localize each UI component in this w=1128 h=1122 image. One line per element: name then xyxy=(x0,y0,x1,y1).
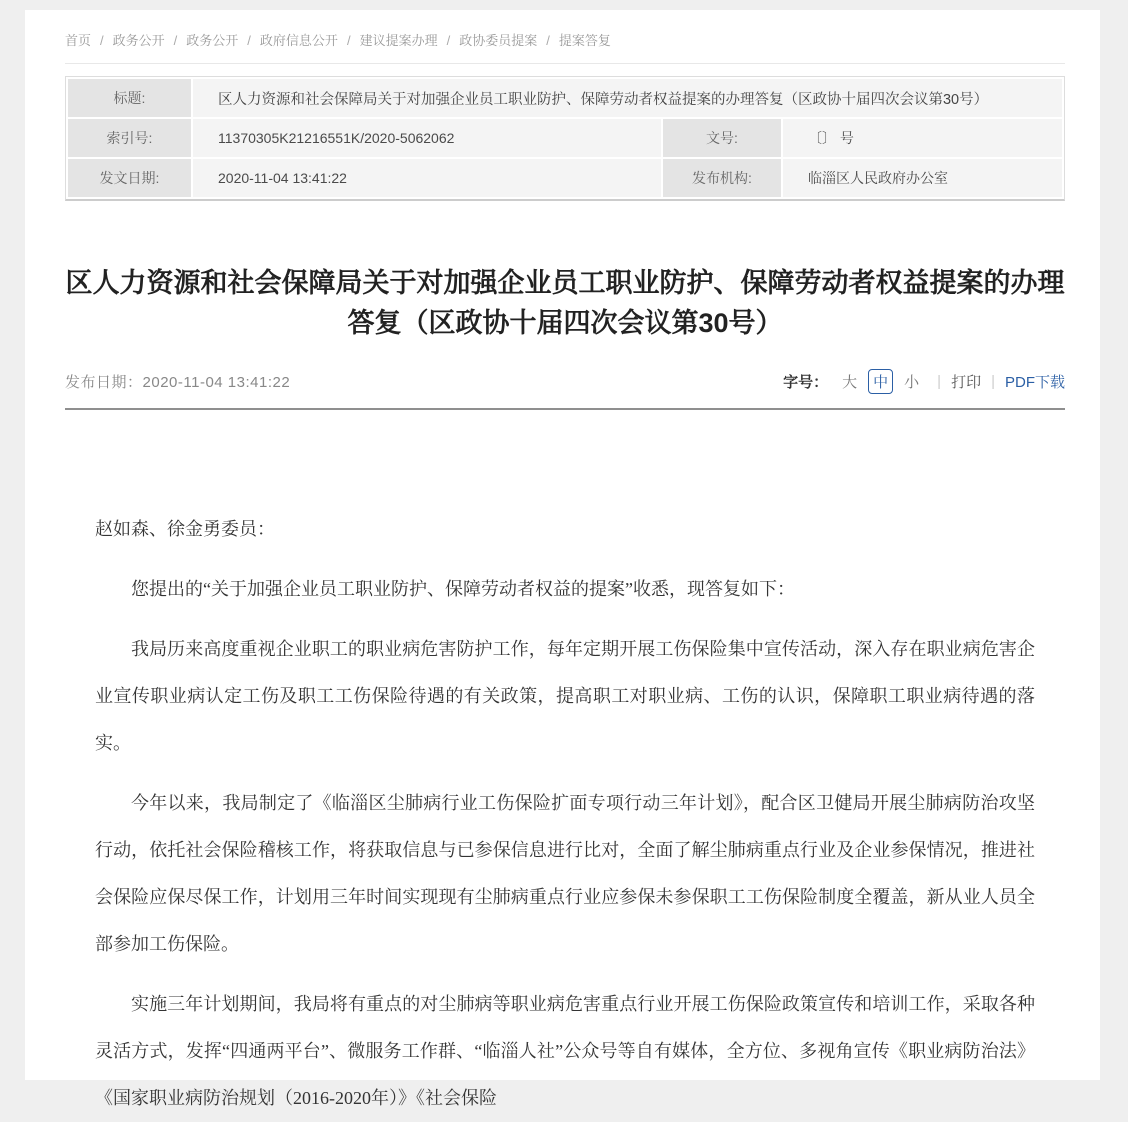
paragraph: 实施三年计划期间，我局将有重点的对尘肺病等职业病危害重点行业开展工伤保险政策宣传和培训工作，采取各种灵活方式，发挥“四通两平台”、微服务工作群、“临淄人社”公众号等自有媒体，全方位、多视角宣传《职业病防治法》《国家职业病防治规划（2016-2020年）》《社会保险 xyxy=(95,994,1035,1108)
meta-agency-value: 临淄区人民政府办公室 xyxy=(783,159,1062,197)
table-row xyxy=(68,159,1062,197)
breadcrumb-separator: / xyxy=(173,33,178,48)
breadcrumb-separator: / xyxy=(346,33,351,48)
paragraph: 今年以来，我局制定了《临淄区尘肺病行业工伤保险扩面专项行动三年计划》，配合区卫健局开展尘肺病防治攻坚行动，依托社会保险稽核工作，将获取信息与已参保信息进行比对，全面了解尘肺病重点行业及企业参保情况，推进社会保险应保尽保工作，计划用三年时间实现现有尘肺病重点行业应参保未参保职工工伤保险制度全覆盖，新从业人员全部参加工伤保险。 xyxy=(95,793,1035,954)
toolbar-divider: | xyxy=(991,373,995,390)
breadcrumb-separator: / xyxy=(247,33,251,48)
page-title: 区人力资源和社会保障局关于对加强企业员工职业防护、保障劳动者权益提案的办理答复（区政协十届四次会议第30号） xyxy=(65,268,1065,338)
breadcrumb-home[interactable]: 首页 xyxy=(65,33,92,48)
meta-title-value: 区人力资源和社会保障局关于对加强企业员工职业防护、保障劳动者权益提案的办理答复（区政协十届四次会议第30号） xyxy=(193,79,1062,117)
content-card xyxy=(25,10,1100,1108)
paragraph-salutation: 赵如森、徐金勇委员： xyxy=(95,519,275,539)
pdf-download-button[interactable]: PDF下载 xyxy=(1004,374,1065,391)
table-row xyxy=(68,119,1062,157)
meta-docno-label: 文号: xyxy=(663,119,781,157)
meta-index-value: 11370305K21216551K/2020-5062062 xyxy=(193,119,661,157)
article-body xyxy=(65,410,1065,1122)
font-size-small-button[interactable]: 小 xyxy=(904,374,920,391)
article-toolbar xyxy=(783,369,1065,394)
publish-date xyxy=(65,371,290,392)
meta-title-label: 标题: xyxy=(68,79,191,117)
breadcrumb-zhengwu-gongkai-1[interactable]: 政务公开 xyxy=(112,33,165,48)
breadcrumb xyxy=(65,10,1065,64)
font-size-label: 字号： xyxy=(783,374,829,391)
font-size-large-button[interactable]: 大 xyxy=(842,374,858,391)
article-meta-bar xyxy=(65,369,1065,410)
breadcrumb-separator: / xyxy=(446,33,451,48)
breadcrumb-zhengwu-gongkai-2[interactable]: 政务公开 xyxy=(186,33,239,48)
font-size-medium-button[interactable]: 中 xyxy=(868,369,893,394)
meta-docno-value: 〔〕 号 xyxy=(783,119,1062,157)
document-meta-table xyxy=(65,76,1065,201)
breadcrumb-gov-info[interactable]: 政府信息公开 xyxy=(259,33,338,48)
toolbar-divider: | xyxy=(937,373,942,390)
meta-index-label: 索引号: xyxy=(68,119,191,157)
meta-issue-date-value: 2020-11-04 13:41:22 xyxy=(193,159,661,197)
breadcrumb-separator: / xyxy=(100,33,104,48)
publish-date-label: 发布日期： xyxy=(65,374,143,391)
print-button[interactable]: 打印 xyxy=(951,374,982,391)
meta-agency-label: 发布机构: xyxy=(663,159,781,197)
breadcrumb-separator: / xyxy=(546,33,550,48)
breadcrumb-current-page: 提案答复 xyxy=(558,33,611,48)
breadcrumb-proposal-handling[interactable]: 建议提案办理 xyxy=(359,33,438,48)
paragraph: 我局历来高度重视企业职工的职业病危害防护工作，每年定期开展工伤保险集中宣传活动，深入存在职业病危害企业宣传职业病认定工伤及职工工伤保险待遇的有关政策，提高职工对职业病、工伤的认识，保障职工职业病待遇的落实。 xyxy=(95,639,1035,753)
paragraph: 您提出的“关于加强企业员工职业防护、保障劳动者权益的提案”收悉，现答复如下： xyxy=(131,579,795,599)
table-row xyxy=(68,79,1062,117)
breadcrumb-cppcc-proposal[interactable]: 政协委员提案 xyxy=(459,33,538,48)
publish-date-value: 2020-11-04 13:41:22 xyxy=(142,374,291,391)
meta-issue-date-label: 发文日期: xyxy=(68,159,191,197)
